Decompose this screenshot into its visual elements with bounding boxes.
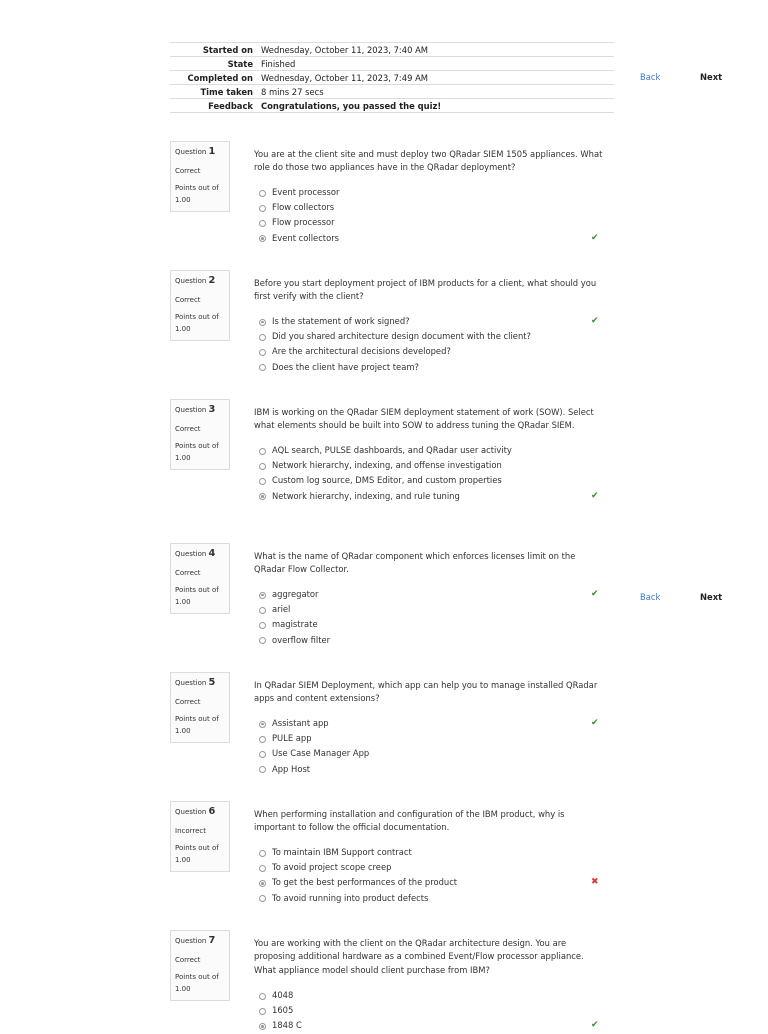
summary-value: Finished — [257, 57, 614, 71]
summary-row-state — [170, 57, 614, 71]
question-points: Points out of 1.00 — [175, 844, 219, 864]
question-state: Correct — [175, 698, 201, 706]
radio-button[interactable] — [259, 1008, 266, 1015]
question-label: Question — [175, 679, 207, 687]
answer-option-text: Event processor — [272, 187, 340, 197]
answer-option[interactable] — [258, 314, 608, 329]
answer-option[interactable] — [258, 746, 608, 761]
question-number — [175, 275, 229, 294]
answer-option-text: 1848 C — [272, 1020, 302, 1031]
question-state: Correct — [175, 425, 201, 433]
answer-options — [258, 314, 608, 375]
answer-option[interactable] — [258, 215, 608, 230]
question-info-panel — [170, 399, 230, 470]
question-number — [175, 935, 229, 954]
question-number-value: 2 — [208, 275, 216, 286]
answer-option-text: To maintain IBM Support contract — [272, 847, 412, 857]
question-label: Question — [175, 277, 207, 285]
answer-option[interactable] — [258, 489, 608, 504]
radio-button[interactable] — [259, 622, 266, 629]
answer-option[interactable] — [258, 633, 608, 648]
question-number-value: 4 — [208, 548, 216, 559]
correct-check-icon: ✔ — [591, 490, 599, 501]
answer-option[interactable] — [258, 200, 608, 215]
radio-button[interactable] — [259, 751, 266, 758]
answer-option[interactable] — [258, 875, 608, 890]
question-state: Incorrect — [175, 827, 207, 835]
radio-button[interactable] — [259, 235, 266, 242]
answer-option[interactable] — [258, 360, 608, 375]
question-number — [175, 677, 229, 696]
answer-option-text: Flow processor — [272, 217, 335, 228]
radio-button[interactable] — [259, 865, 266, 872]
question-number-value: 6 — [208, 806, 216, 817]
question-points: Points out of 1.00 — [175, 442, 219, 462]
question-text: When performing installation and configuration of the IBM product, why is important to follow the official documentation. — [254, 809, 565, 833]
summary-row-started-on — [170, 43, 614, 57]
answer-options — [258, 443, 608, 504]
answer-option[interactable] — [258, 443, 608, 458]
summary-value: Wednesday, October 11, 2023, 7:40 AM — [257, 43, 614, 57]
question-number — [175, 806, 229, 825]
answer-option-text: Custom log source, DMS Editor, and custom properties — [272, 475, 502, 486]
radio-button[interactable] — [259, 850, 266, 857]
answer-option-text: Flow collectors — [272, 202, 335, 213]
answer-option[interactable] — [258, 617, 608, 632]
correct-check-icon: ✔ — [591, 232, 599, 243]
question-state: Correct — [175, 956, 201, 964]
radio-button[interactable] — [259, 993, 266, 1000]
answer-option-text: aggregator — [272, 589, 319, 599]
question-points: Points out of 1.00 — [175, 184, 219, 204]
answer-option-text: Is the statement of work signed? — [272, 316, 410, 326]
correct-check-icon: ✔ — [591, 316, 599, 326]
answer-option-text: 4048 — [272, 990, 294, 1000]
answer-option-text: Are the architectural decisions developed? — [272, 346, 451, 357]
answer-option-text: To get the best performances of the product — [272, 877, 458, 888]
question-number — [175, 548, 229, 567]
answer-option[interactable] — [258, 473, 608, 488]
question-label: Question — [175, 406, 207, 414]
answer-option[interactable] — [258, 458, 608, 473]
answer-option-text: Event collectors — [272, 232, 340, 243]
radio-button[interactable] — [259, 448, 266, 455]
answer-option[interactable] — [258, 845, 608, 860]
question-state: Correct — [175, 569, 201, 577]
answer-option[interactable] — [258, 762, 608, 777]
radio-button[interactable] — [259, 592, 266, 599]
summary-label: Feedback — [170, 99, 257, 113]
answer-option[interactable] — [258, 344, 608, 359]
radio-button[interactable] — [259, 721, 266, 728]
question-label: Question — [175, 550, 207, 558]
correct-check-icon: ✔ — [591, 589, 599, 599]
question-number-value: 1 — [208, 146, 216, 157]
answer-option-text: ariel — [272, 604, 291, 615]
question-info-panel — [170, 543, 230, 614]
radio-button[interactable] — [259, 766, 266, 773]
answer-option[interactable] — [258, 1003, 608, 1018]
answer-option[interactable] — [258, 602, 608, 617]
incorrect-mark-icon: ✖ — [591, 877, 599, 888]
answer-option[interactable] — [258, 716, 608, 731]
next-link[interactable]: Next — [700, 592, 723, 602]
question-info-panel — [170, 270, 230, 341]
radio-button[interactable] — [259, 895, 266, 902]
answer-option-text: Use Case Manager App — [272, 748, 370, 759]
question-info-panel — [170, 930, 230, 1001]
answer-option[interactable] — [258, 1018, 608, 1033]
question-state: Correct — [175, 167, 201, 175]
answer-option-text: Did you shared architecture design document with the client? — [272, 331, 531, 342]
answer-options — [258, 845, 608, 906]
answer-options — [258, 988, 608, 1034]
radio-button[interactable] — [259, 319, 266, 326]
radio-button[interactable] — [259, 349, 266, 356]
answer-option-text: 1605 — [272, 1005, 294, 1016]
quiz-summary-table — [170, 42, 614, 113]
question-info-panel — [170, 672, 230, 743]
question-info-panel — [170, 141, 230, 212]
answer-option-text: To avoid running into product defects — [272, 892, 429, 903]
radio-button[interactable] — [259, 736, 266, 743]
radio-button[interactable] — [259, 478, 266, 485]
answer-option[interactable] — [258, 860, 608, 875]
answer-option-text: Network hierarchy, indexing, and offense investigation — [272, 460, 502, 471]
question-text: IBM is working on the QRadar SIEM deployment statement of work (SOW). Select what elements should be built into SOW to address tuning the QRadar SIEM. — [254, 407, 594, 431]
question-number-value: 3 — [208, 404, 216, 415]
summary-row-completed-on — [170, 71, 614, 85]
summary-value: Wednesday, October 11, 2023, 7:49 AM — [257, 71, 614, 85]
answer-option-text: To avoid project scope creep — [272, 862, 392, 873]
answer-option[interactable] — [258, 731, 608, 746]
question-state: Correct — [175, 296, 201, 304]
answer-option-text: overflow filter — [272, 634, 331, 645]
question-text: Before you start deployment project of IBM products for a client, what should you first verify with the client? — [254, 278, 597, 302]
summary-row-time-taken — [170, 85, 614, 99]
radio-button[interactable] — [259, 463, 266, 470]
radio-button[interactable] — [259, 205, 266, 212]
summary-value: 8 mins 27 secs — [257, 85, 614, 99]
radio-button[interactable] — [259, 220, 266, 227]
radio-button[interactable] — [259, 364, 266, 371]
answer-option-text: magistrate — [272, 619, 318, 630]
correct-check-icon: ✔ — [591, 1020, 599, 1031]
radio-button[interactable] — [259, 880, 266, 887]
answer-option-text: App Host — [272, 763, 311, 774]
back-link[interactable]: Back — [640, 592, 661, 602]
answer-option[interactable] — [258, 231, 608, 246]
answer-options — [258, 185, 608, 246]
summary-label: Time taken — [170, 85, 257, 99]
question-number — [175, 146, 229, 165]
answer-options — [258, 716, 608, 777]
question-text: In QRadar SIEM Deployment, which app can help you to manage installed QRadar apps and content extensions? — [254, 680, 598, 704]
answer-option[interactable] — [258, 329, 608, 344]
question-label: Question — [175, 937, 207, 945]
summary-label: Completed on — [170, 71, 257, 85]
question-text: You are working with the client on the QRadar architecture design. You are proposing additional hardware as a combined Event/Flow processor appliance. What appliance model should client purchase from IBM? — [254, 938, 584, 975]
question-points: Points out of 1.00 — [175, 715, 219, 735]
question-text: What is the name of QRadar component which enforces licenses limit on the QRadar Flow Collector. — [254, 551, 576, 575]
summary-value: Congratulations, you passed the quiz! — [257, 99, 614, 113]
answer-option-text: AQL search, PULSE dashboards, and QRadar user activity — [272, 445, 512, 455]
answer-option[interactable] — [258, 587, 608, 602]
question-label: Question — [175, 148, 207, 156]
radio-button[interactable] — [259, 493, 266, 500]
correct-check-icon: ✔ — [591, 718, 599, 728]
summary-label: Started on — [170, 43, 257, 57]
radio-button[interactable] — [259, 190, 266, 197]
answer-option[interactable] — [258, 185, 608, 200]
summary-label: State — [170, 57, 257, 71]
question-points: Points out of 1.00 — [175, 313, 219, 333]
question-text: You are at the client site and must deploy two QRadar SIEM 1505 appliances. What role do those two appliances have in the QRadar deployment? — [254, 149, 603, 173]
question-number — [175, 404, 229, 423]
next-link[interactable]: Next — [700, 72, 723, 82]
question-number-value: 5 — [208, 677, 216, 688]
answer-option[interactable] — [258, 891, 608, 906]
radio-button[interactable] — [259, 637, 266, 644]
radio-button[interactable] — [259, 334, 266, 341]
question-points: Points out of 1.00 — [175, 586, 219, 606]
answer-option-text: PULE app — [272, 733, 312, 744]
answer-option[interactable] — [258, 988, 608, 1003]
summary-row-feedback — [170, 99, 614, 113]
answer-option-text: Network hierarchy, indexing, and rule tuning — [272, 490, 460, 501]
question-number-value: 7 — [208, 935, 216, 946]
answer-options — [258, 587, 608, 648]
answer-option-text: Does the client have project team? — [272, 361, 419, 372]
question-points: Points out of 1.00 — [175, 973, 219, 993]
radio-button[interactable] — [259, 607, 266, 614]
question-info-panel — [170, 801, 230, 872]
question-label: Question — [175, 808, 207, 816]
answer-option-text: Assistant app — [272, 718, 329, 728]
back-link[interactable]: Back — [640, 72, 661, 82]
